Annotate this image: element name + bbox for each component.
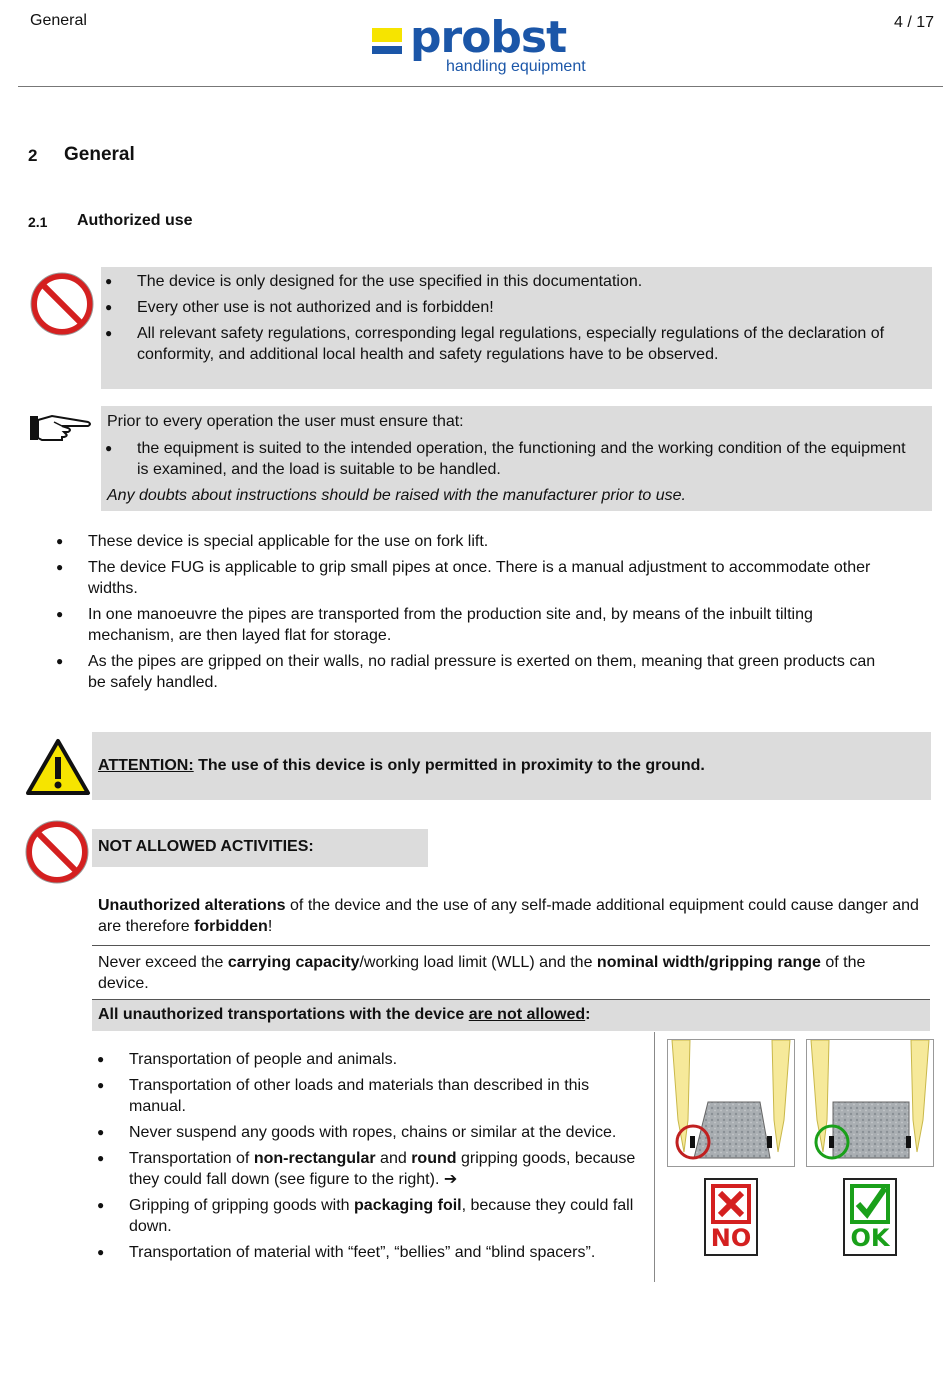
pre-operation-intro: Prior to every operation the user must ensure that:: [107, 413, 464, 430]
page-number: 4 / 17: [893, 14, 934, 31]
section-number: 2: [28, 146, 38, 165]
probst-logo: [372, 12, 602, 80]
list-item: ● Never suspend any goods with ropes, chains or similar at the device.: [93, 1122, 649, 1143]
not-allowed-title: NOT ALLOWED ACTIVITIES:: [98, 838, 314, 855]
description-list: [52, 531, 892, 698]
divider: [92, 945, 930, 946]
subsection-number: 2.1: [28, 214, 48, 230]
not-allowed-title-box: [92, 829, 428, 867]
gripping-wrong-figure: [667, 1039, 795, 1167]
list-item: ● As the pipes are gripped on their walls, no radial pressure is exerted on them, meaning that green products can be safely handled.: [52, 651, 892, 693]
list-item: ● Transportation of non-rectangular and round gripping goods, because they could fall down (see figure to the right). ➔: [93, 1148, 649, 1190]
list-item: ● Transportation of people and animals.: [93, 1049, 649, 1070]
list-item: ● In one manoeuvre the pipes are transported from the production site and, by means of the inbuilt tilting mechanism, are then layed flat for storage.: [52, 604, 892, 646]
logo-subtitle: handling equipment: [446, 58, 586, 75]
checkmark-icon: [845, 1182, 895, 1226]
header-divider: [18, 86, 943, 87]
ok-label: OK: [850, 1224, 890, 1252]
gripping-correct-figure: [806, 1039, 934, 1167]
pointing-hand-icon: [28, 410, 94, 444]
transport-heading-box: All unauthorized transportations with the device are not allowed:: [92, 1000, 930, 1031]
subsection-title: Authorized use: [77, 212, 193, 229]
cross-icon: [706, 1182, 756, 1226]
list-item: ● All relevant safety regulations, corresponding legal regulations, especially regulations of the declaration of conformity, and additional local health and safety regulations have to be observed.: [101, 323, 918, 365]
no-label: NO: [710, 1224, 752, 1252]
alterations-paragraph: Unauthorized alterations of the device and the use of any self-made additional equipment could cause danger and are therefore forbidden!: [98, 897, 919, 935]
pre-operation-box: [101, 406, 932, 511]
attention-label: ATTENTION:: [98, 757, 194, 774]
list-item: ● Transportation of material with “feet”, “bellies” and “blind spacers”.: [93, 1242, 649, 1263]
list-item: ● Transportation of other loads and materials than described in this manual.: [93, 1075, 649, 1117]
no-badge: [704, 1178, 758, 1256]
prohibition-icon: [25, 820, 89, 884]
list-item: ● Every other use is not authorized and is forbidden!: [101, 297, 918, 318]
capacity-paragraph: Never exceed the carrying capacity/working load limit (WLL) and the nominal width/gripping range of the device.: [98, 954, 866, 992]
list-item: ● The device is only designed for the use specified in this documentation.: [101, 271, 918, 292]
pre-operation-note: Any doubts about instructions should be raised with the manufacturer prior to use.: [107, 487, 686, 504]
list-item: ● the equipment is suited to the intended operation, the functioning and the working condition of the equipment is examined, and the load is suitable to be handled.: [101, 438, 918, 480]
warning-triangle-icon: [25, 738, 91, 796]
figure-divider: [654, 1032, 655, 1282]
list-item: ● The device FUG is applicable to grip small pipes at once. There is a manual adjustment to accommodate other widths.: [52, 557, 892, 599]
prohibition-icon: [30, 272, 94, 336]
authorized-use-box: [101, 267, 932, 389]
attention-box: [92, 732, 931, 800]
list-item: ● Gripping of gripping goods with packaging foil, because they could fall down.: [93, 1195, 649, 1237]
attention-text: The use of this device is only permitted in proximity to the ground.: [193, 757, 705, 774]
not-allowed-list: [93, 1049, 649, 1268]
ok-badge: [843, 1178, 897, 1256]
list-item: ● These device is special applicable for the use on fork lift.: [52, 531, 892, 552]
section-title: General: [64, 144, 135, 165]
header-section-title: General: [30, 12, 87, 29]
logo-wordmark: probst: [410, 12, 567, 63]
